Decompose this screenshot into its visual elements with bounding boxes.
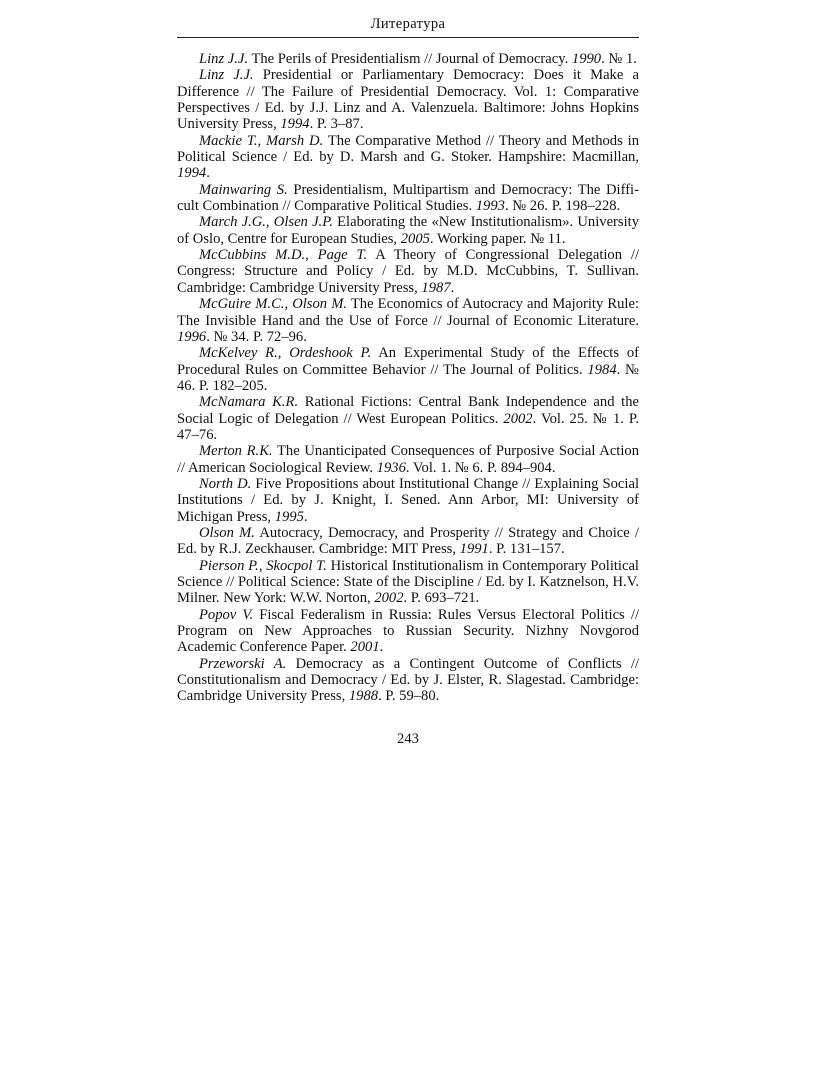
reference-text: . № 34. P. 72–96.: [206, 328, 307, 345]
reference-author: Przeworski A.: [199, 655, 287, 672]
reference-year: 1991: [459, 541, 489, 558]
reference-entry: [177, 443, 639, 476]
reference-entry: [177, 67, 639, 132]
reference-year: 1995: [274, 508, 304, 525]
reference-text: . P. 3–87.: [309, 116, 364, 133]
reference-entry: [177, 214, 639, 247]
reference-author: McGuire M.C., Olson M.: [199, 296, 348, 313]
reference-year: 2005: [400, 230, 430, 247]
reference-author: McNamara K.R.: [199, 394, 299, 411]
reference-entry: [177, 296, 639, 345]
reference-author: Mainwaring S.: [199, 181, 288, 198]
reference-entry: [177, 525, 639, 558]
reference-text: .: [450, 279, 455, 296]
reference-text: Elaborating the «New Institutionalism». University of Oslo, Centre for European Studies,: [177, 214, 639, 247]
reference-entry: [177, 247, 639, 296]
reference-text: The Perils of Presidentialism // Journal of Democracy.: [248, 51, 572, 67]
reference-entry: [177, 656, 639, 705]
reference-year: 2001: [350, 639, 380, 656]
reference-year: 1988: [348, 688, 379, 705]
page-number: 243: [397, 731, 419, 747]
reference-text: . Working paper. № 11.: [429, 230, 566, 247]
reference-entry: [177, 476, 639, 525]
reference-author: Linz J.J.: [199, 67, 254, 84]
reference-text: Presidentialism, Multipartism and Democracy: The Difficult Combination // Comparative Political Studies.: [177, 181, 639, 215]
reference-text: . P. 59–80.: [378, 688, 440, 705]
reference-text: . P. 131–157.: [488, 541, 565, 558]
reference-year: 1987: [421, 279, 451, 296]
running-head: Литература: [370, 16, 446, 32]
reference-entry: [177, 51, 639, 67]
reference-author: McCubbins M.D., Page T.: [199, 247, 368, 264]
reference-year: 1990: [571, 51, 602, 67]
reference-text: Rational Fictions: Central Bank Independence and the Social Logic of Delegation // West European Politics.: [177, 394, 639, 427]
reference-author: Linz J.J.: [199, 51, 249, 67]
reference-text: The Comparative Method // Theory and Methods in Political Science / Ed. by D. Marsh and G. Stoker. Hampshire: Macmillan,: [177, 132, 639, 166]
reference-year: 1994: [280, 116, 310, 133]
reference-text: Autocracy, Democracy, and Prosperity // Strategy and Choice / Ed. by R.J. Zeckhauser. Cambridge: MIT Press,: [177, 524, 639, 558]
reference-text: Presidential or Parliamentary Democracy: Does it Make a Difference // The Failure of Presidential Democracy. Vol. 1: Comparative Perspectives / Ed. by J.J. Linz and A. Valenzuela. Baltimore: Johns Hopkins University Press,: [177, 67, 639, 133]
reference-text: . № 46. P. 182–205.: [177, 361, 639, 394]
reference-entry: [177, 558, 639, 607]
reference-entry: [177, 133, 639, 182]
reference-text: . Vol. 1. № 6. P. 894–904.: [405, 459, 556, 476]
reference-year: 1984: [587, 361, 617, 378]
reference-text: . P. 693–721.: [403, 590, 480, 607]
reference-author: Mackie T., Marsh D.: [199, 132, 324, 149]
reference-entry: [177, 394, 639, 443]
reference-author: Merton R.K.: [199, 443, 273, 460]
reference-author: Popov V.: [199, 606, 254, 623]
reference-year: 2002: [374, 590, 404, 607]
reference-author: McKelvey R., Ordeshook P.: [199, 345, 372, 362]
reference-text: .: [379, 639, 384, 656]
reference-entry: [177, 345, 639, 394]
reference-text: . Vol. 25. № 1. P. 47–76.: [177, 410, 640, 443]
reference-text: .: [206, 165, 210, 182]
reference-text: The Unanticipated Consequences of Purposive Social Action // American Sociological Review.: [177, 443, 639, 476]
reference-text: An Experimental Study of the Effects of Procedural Rules on Committee Behavior // The Journal of Politics.: [177, 345, 639, 378]
reference-year: 1936: [376, 459, 406, 476]
reference-author: March J.G., Olsen J.P.: [199, 214, 333, 231]
reference-text: . № 1.: [601, 51, 637, 67]
reference-list: [177, 51, 639, 705]
reference-year: 1993: [475, 198, 505, 215]
reference-text: A Theory of Congressional Delegation // Congress: Structure and Policy / Ed. by M.D. McCubbins, T. Sullivan. Cambridge: Cambridge University Press,: [177, 247, 639, 296]
reference-text: Fiscal Federalism in Russia: Rules Versus Electoral Politics // Program on New Approaches to Russian Security. Nizhny Novgorod Academic Conference Paper.: [177, 606, 639, 656]
reference-author: Pierson P., Skocpol T.: [199, 557, 327, 574]
reference-entry: [177, 182, 639, 215]
reference-year: 1996: [177, 328, 207, 345]
reference-text: The Economics of Autocracy and Majority Rule: The Invisible Hand and the Use of Force // Journal of Economic Literature.: [177, 296, 640, 329]
reference-author: Olson M.: [199, 524, 255, 541]
reference-text: Historical Institutionalism in Contemporary Political Science // Political Science: State of the Discipline / Ed. by I. Katznelson, H.V. Milner. New York: W.W. Norton,: [177, 557, 639, 607]
reference-year: 1994: [177, 165, 207, 182]
reference-text: .: [303, 508, 308, 525]
reference-entry: [177, 607, 639, 656]
reference-text: Democracy as a Contingent Outcome of Conflicts // Constitutionalism and Democracy / Ed. by J. Elster, R. Slagestad. Cambridge: Cambridge University Press,: [177, 655, 640, 705]
reference-text: Five Propositions about Institutional Change // Explaining Social Institutions / Ed. by J. Knight, I. Sened. Ann Arbor, MI: University of Michigan Press,: [177, 475, 639, 525]
reference-year: 2002: [503, 410, 533, 427]
reference-text: . № 26. P. 198–228.: [504, 198, 621, 215]
reference-author: North D.: [199, 475, 252, 492]
header-rule: [177, 37, 639, 38]
